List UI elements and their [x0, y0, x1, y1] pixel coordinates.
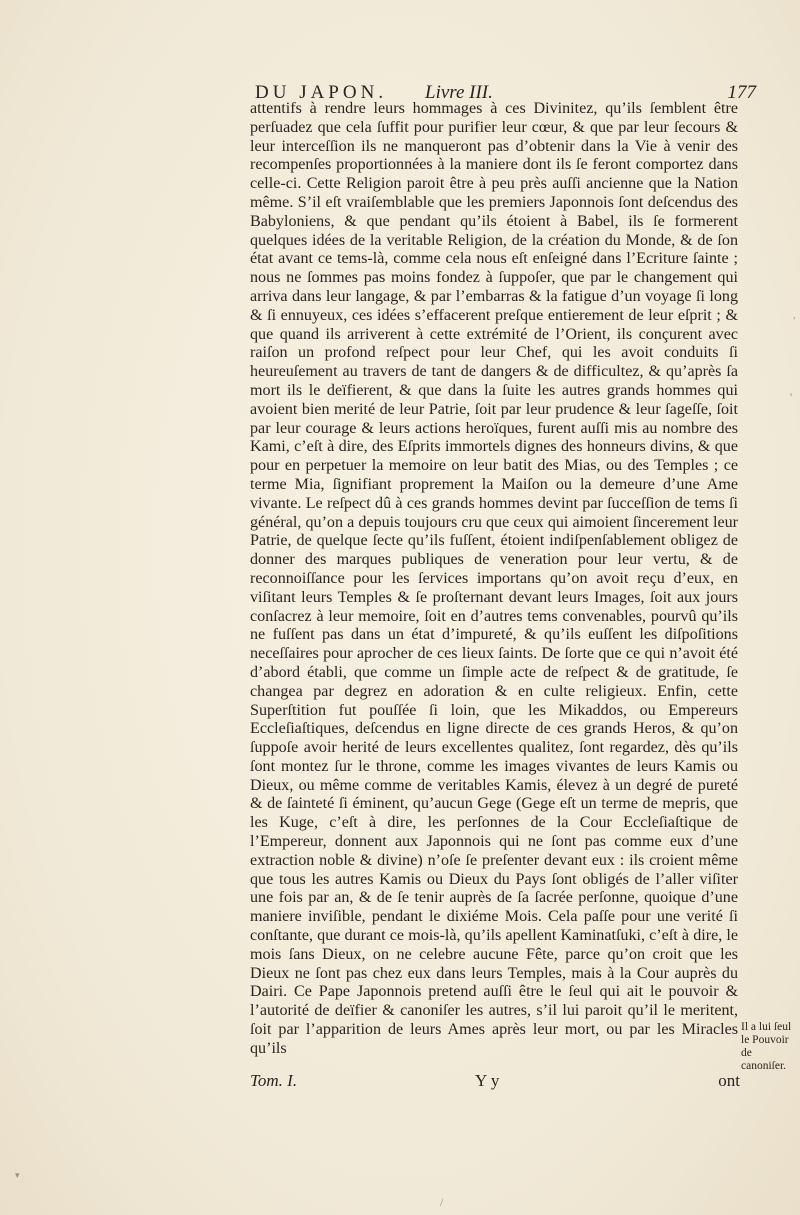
- book-label: Livre III.: [425, 82, 493, 103]
- catchword: ont: [718, 1071, 740, 1090]
- volume-mark: Tom. I.: [250, 1071, 298, 1090]
- body-text: [250, 100, 738, 1059]
- body-paragraph: attentifs à rendre leurs hommages à ces Divinitez, qu’ils ſemblent être perſuadez que cela ſuffit pour purifier leur cœur, & que par leur ſecours & leur interceſſion ils ne manqueront pas d’obtenir dans la Vie à venir des recompenſes proportionnées à la maniere dont ils ſe feront comportez dans celle-ci. Cette Religion paroit être à peu près auſſi ancienne que la Nation même. S’il eſt vraiſemblable que les premiers Japonnois ſont deſcendus des Babyloniens, & que pendant qu’ils étoient à Babel, ils ſe formerent quelques idées de la veritable Religion, de la création du Monde, & de ſon état avant ce tems-là, comme cela nous eſt enſeigné dans l’Ecriture ſainte ; nous ne ſommes pas moins fondez à ſuppoſer, que par le changement qui arriva dans leur langage, & par l’embarras & la fatigue d’un voyage ſi long & ſi ennuyeux, ces idées s’effacerent preſque entierement de leur eſprit ; & que quand ils arriverent à cette extrémité de l’Orient, ils conçurent avec raiſon un profond reſpect pour leur Chef, qui les avoit conduits ſi heureuſement au travers de tant de dangers & de difficultez, & qu’après ſa mort ils le deïfierent, & que dans la ſuite les autres grands hommes qui avoient bien merité de leur Patrie, ſoit par leur prudence & leur ſageſſe, ſoit par leur courage & leurs actions heroïques, furent auſſi mis au nombre des Kami, c’eſt à dire, des Eſprits immortels dignes des honneurs divins, & que pour en perpetuer la memoire on leur batit des Mias, ou des Temples ; ce terme Mia, ſignifiant proprement la Maiſon ou la demeure d’une Ame vivante. Le reſpect dû à ces grands hommes devint par ſucceſſion de tems ſi général, qu’on a depuis toujours cru que ceux qui aimoient ſincerement leur Patrie, de quelque ſecte qu’ils fuſſent, étoient indiſpenſablement obligez de donner des marques publiques de veneration pour leur vertu, & de reconnoiſſance pour les ſervices importans qu’on avoit reçu d’eux, en viſitant leurs Temples & ſe proſternant devant leurs Images, ſoit aux jours conſacrez à leur memoire, ſoit en d’autres tems convenables, pourvû qu’ils ne fuſſent pas dans un état d’impureté, & qu’ils euſſent les diſpoſitions neceſſaires pour aprocher de ces lieux ſaints. De ſorte que ce qui n’avoit été d’abord établi, que comme un ſimple acte de reſpect & de gratitude, ſe changea par degrez en adoration & en culte religieux. Enfin, cette Superſtition fut pouſſée ſi loin, que les Mikaddos, ou Empereurs Eccleſiaſtiques, deſcendus en ligne directe de ces grands Heros, & qu’on ſuppoſe avoir herité de leurs excellentes qualitez, ſont regardez, dès qu’ils ſont montez ſur le throne, comme les images vivantes de leurs Kamis ou Dieux, ou même comme de veritables Kamis, élevez à un degré de pureté & de ſainteté ſi éminent, qu’aucun Gege (Gege eſt un terme de mepris, que les Kuge, c’eſt à dire, les perſonnes de la Cour Eccleſiaſtique de l’Empereur, donnent aux Japonnois qui ne ſont pas comme eux d’une extraction noble & divine) n’oſe ſe preſenter devant eux : ils croient même que tous les autres Kamis ou Dieux du Pays ſont obligés de l’aller viſiter une fois par an, & de ſe tenir auprès de ſa ſacrée perſonne, quoique d’une maniere inviſible, pendant le dixiéme Mois. Cela paſſe pour une verité ſi conſtante, que durant ce mois-là, qu’ils apellent Kaminatſuki, c’eſt à dire, le mois ſans Dieux, on ne celebre aucune Fête, parce qu’on croit que les Dieux ne ſont pas chez eux dans leurs Temples, mais à la Cour auprès du Dairi. Ce Pape Japonnois pretend auſſi être le ſeul qui ait le pouvoir & l’autorité de deïfier & canoniſer les autres, s’il lui paroit qu’il le meritent, ſoit par l’apparition de leurs Ames après leur mort, ou par les Miracles qu’ils: [250, 100, 738, 1057]
- page-footer: [250, 1070, 740, 1092]
- paper-speck: ': [790, 390, 793, 404]
- paper-speck: ,: [793, 310, 796, 321]
- paper-speck: ▾: [15, 1170, 20, 1180]
- paper-speck: /: [440, 1195, 444, 1209]
- page-number: 177: [727, 82, 756, 103]
- signature-mark: Y y: [475, 1071, 500, 1090]
- margin-note: Il a lui ſeul le Pouvoir de canoniſer.: [741, 1021, 792, 1072]
- running-title: DU JAPON.: [255, 82, 388, 103]
